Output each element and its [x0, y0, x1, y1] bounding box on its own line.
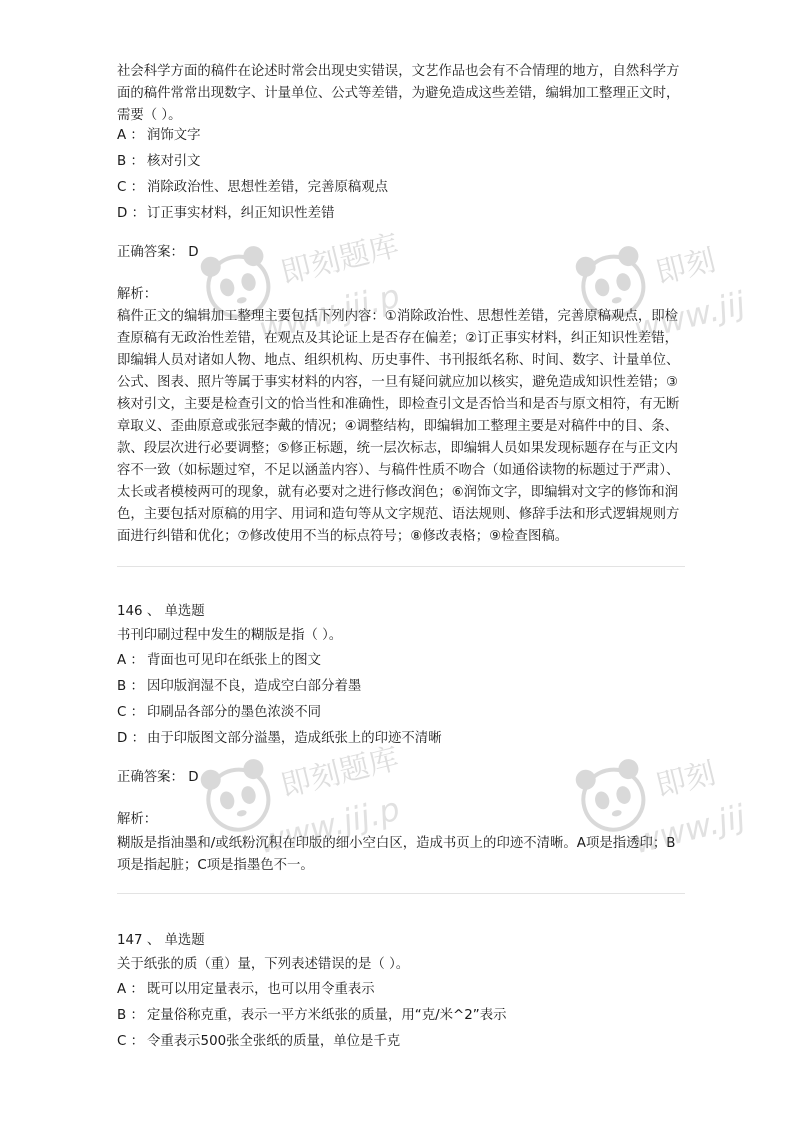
option-key: C ：	[117, 705, 144, 720]
option-key: A ：	[117, 128, 144, 143]
watermark-brand-partial: 即刻	[652, 242, 720, 292]
option-key: C ：	[117, 180, 144, 195]
answer-value: D	[188, 245, 199, 260]
q146-header: 146 、 单选题	[117, 604, 205, 619]
q147-stem: 关于纸张的质（重）量，下列表述错误的是（ ）。	[117, 957, 410, 972]
q146-answer	[117, 767, 199, 789]
q145-option-b	[117, 151, 201, 173]
option-text: 令重表示500张全张纸的质量，单位是千克	[147, 1034, 401, 1049]
option-text: 定量俗称克重，表示一平方米纸张的质量，用“克/米^2”表示	[147, 1008, 507, 1023]
q147-option-a	[117, 979, 375, 1001]
q145-option-a	[117, 125, 201, 147]
option-key: B ：	[117, 1008, 144, 1023]
option-key: A ：	[117, 982, 144, 997]
q146-option-b	[117, 676, 361, 698]
option-text: 背面也可见印在纸张上的图文	[147, 653, 322, 668]
option-key: A ：	[117, 653, 144, 668]
q147-option-c	[117, 1031, 400, 1053]
q147-option-b	[117, 1005, 507, 1027]
option-key: D ：	[117, 206, 145, 221]
q146-option-a	[117, 650, 321, 672]
q146-option-d	[117, 728, 442, 750]
answer-label: 正确答案：	[117, 770, 184, 785]
q147-header: 147 、 单选题	[117, 933, 205, 948]
option-key: D ：	[117, 731, 145, 746]
q145-option-c	[117, 177, 388, 199]
q145-analysis: 稿件正文的编辑加工整理主要包括下列内容：①消除政治性、思想性差错，完善原稿观点，即检查原稿有无政治性差错，在观点及其论证上是否存在偏差；②订正事实材料，纠正知识性差错，即编辑人员对诸如人物、地点、组织机构、历史事件、书刊报纸名称、时间、数字、计量单位、公式、图表、照片等属于事实材料的内容，一旦有疑问就应加以核实，避免造成知识性差错；③核对引文，主要是检查引文的恰当性和准确性，即检查引文是否恰当和是否与原文相符，有无断章取义、歪曲原意或张冠李戴的情况；④调整结构，即编辑加工整理主要是对稿件中的目、条、款、段层次进行必要调整；⑤修正标题，统一层次标志，即编辑人员如果发现标题存在与正文内容不一致（如标题过窄，不足以涵盖内容）、与稿件性质不吻合（如通俗读物的标题过于严肃）、太长或者模棱两可的现象，就有必要对之进行修改润色；⑥润饰文字，即编辑对文字的修饰和润色，主要包括对原稿的用字、用词和造句等从文字规范、语法规则、修辞手法和形式逻辑规则方面进行纠错和优化；⑦修改使用不当的标点符号；⑧修改表格；⑨检查图稿。	[117, 309, 680, 544]
q145-analysis-label: 解析：	[117, 287, 158, 302]
option-text: 润饰文字	[147, 128, 201, 143]
watermark-brand-partial: 即刻	[652, 755, 720, 805]
option-text: 消除政治性、思想性差错，完善原稿观点	[147, 180, 389, 195]
option-key: C ：	[117, 1034, 144, 1049]
q146-analysis: 糊版是指油墨和/或纸粉沉积在印版的细小空白区，造成书页上的印迹不清晰。A项是指透印；B项是指起脏；C项是指墨色不一。	[117, 836, 676, 873]
option-text: 由于印版图文部分溢墨，造成纸张上的印迹不清晰	[147, 731, 442, 746]
q146-option-c	[117, 702, 321, 724]
section-divider	[117, 893, 685, 894]
watermark-brand: 即刻题库	[277, 228, 403, 292]
answer-label: 正确答案：	[117, 245, 184, 260]
answer-value: D	[188, 770, 199, 785]
option-text: 因印版润湿不良，造成空白部分着墨	[147, 679, 362, 694]
watermark-url-partial: www.jij	[629, 283, 749, 349]
question-145-stem: 社会科学方面的稿件在论述时常会出现史实错误，文艺作品也会有不合情理的地方，自然科学方面的稿件常常出现数字、计量单位、公式等差错，为避免造成这些差错，编辑加工整理正文时，需要（ ）。	[117, 64, 680, 123]
option-text: 印刷品各部分的墨色浓淡不同	[147, 705, 322, 720]
q146-stem: 书刊印刷过程中发生的糊版是指（ ）。	[117, 628, 343, 643]
q146-analysis-label: 解析：	[117, 812, 158, 827]
option-text: 核对引文	[147, 154, 201, 169]
option-key: B ：	[117, 154, 144, 169]
option-key: B ：	[117, 679, 144, 694]
q145-option-d	[117, 203, 334, 225]
watermark-url: www.jij.p	[254, 789, 404, 862]
watermark-brand: 即刻题库	[277, 741, 403, 805]
option-text: 既可以用定量表示，也可以用令重表示	[147, 982, 375, 997]
q145-answer	[117, 242, 199, 264]
section-divider	[117, 566, 685, 567]
watermark-url: www.jij.p	[254, 276, 404, 349]
option-text: 订正事实材料，纠正知识性差错	[147, 206, 335, 221]
watermark-url-partial: www.jij	[629, 796, 749, 862]
